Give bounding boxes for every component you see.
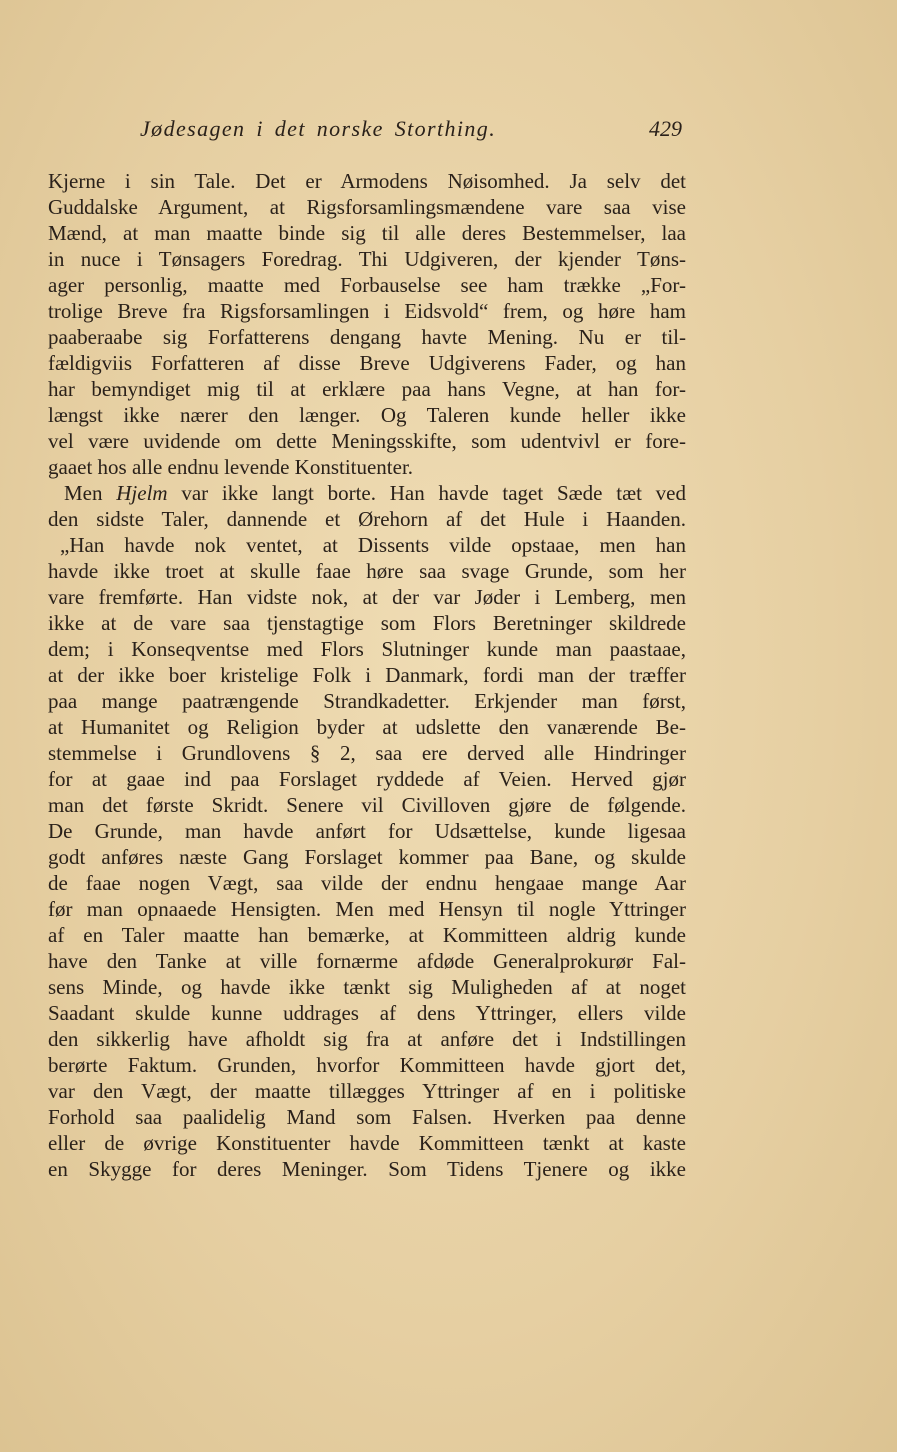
paragraph-1 (48, 168, 686, 480)
text-line: før man opnaaede Hensigten. Men med Hensyn til nogle Yttringer (48, 897, 686, 921)
text-line: De Grunde, man havde anført for Udsættelse, kunde ligesaa (48, 819, 686, 843)
running-title: Jødesagen i det norske Storthing. (140, 116, 497, 141)
text-line: at Humanitet og Religion byder at udslette den vanærende Be- (48, 715, 686, 739)
paragraph-2 (48, 480, 686, 532)
text-line: trolige Breve fra Rigsforsamlingen i Eidsvold“ frem, og høre ham (48, 299, 686, 323)
text-line: man det første Skridt. Senere vil Civilloven gjøre de følgende. (48, 793, 686, 817)
text-line: Mænd, at man maatte binde sig til alle deres Bestemmelser, laa (48, 221, 686, 245)
running-head (140, 116, 690, 148)
text-line: godt anføres næste Gang Forslaget kommer paa Bane, og skulde (48, 845, 686, 869)
text-line: at der ikke boer kristelige Folk i Danmark, fordi man der træffer (48, 663, 686, 687)
page-number: 429 (649, 116, 682, 141)
text-line: stemmelse i Grundlovens § 2, saa ere derved alle Hindringer (48, 741, 686, 765)
body-text (48, 168, 686, 1182)
text-line: eller de øvrige Konstituenter havde Kommitteen tænkt at kaste (48, 1131, 686, 1155)
text-line: fældigviis Forfatteren af disse Breve Udgiverens Fader, og han (48, 351, 686, 375)
text-segment: Men (64, 481, 117, 505)
text-line: paa mange paatrængende Strandkadetter. Erkjender man først, (48, 689, 686, 713)
text-line: Saadant skulde kunne uddrages af dens Yttringer, ellers vilde (48, 1001, 686, 1025)
text-line: berørte Faktum. Grunden, hvorfor Kommitteen havde gjort det, (48, 1053, 686, 1077)
text-line: ager personlig, maatte med Forbauselse see ham trække „For- (48, 273, 686, 297)
text-line: Forhold saa paalidelig Mand som Falsen. Hverken paa denne (48, 1105, 686, 1129)
text-line: længst ikke nærer den længer. Og Taleren kunde heller ikke (48, 403, 686, 427)
text-line: den sidste Taler, dannende et Ørehorn af det Hule i Haanden. (48, 507, 686, 531)
text-line: have den Tanke at ville fornærme afdøde Generalprokurør Fal- (48, 949, 686, 973)
text-line: Kjerne i sin Tale. Det er Armodens Nøisomhed. Ja selv det (48, 169, 686, 193)
text-line: for at gaae ind paa Forslaget ryddede af Veien. Herved gjør (48, 767, 686, 791)
text-line: in nuce i Tønsagers Foredrag. Thi Udgiveren, der kjender Tøns- (48, 247, 686, 271)
text-line: dem; i Konseqventse med Flors Slutninger kunde man paastaae, (48, 637, 686, 661)
text-line: den sikkerlig have afholdt sig fra at anføre det i Indstillingen (48, 1027, 686, 1051)
text-line: gaaet hos alle endnu levende Konstituenter. (48, 455, 414, 479)
text-segment: var ikke langt borte. Han havde taget Sæde tæt ved (167, 481, 686, 505)
text-line: de faae nogen Vægt, saa vilde der endnu hengaae mange Aar (48, 871, 686, 895)
text-line: Guddalske Argument, at Rigsforsamlingsmændene vare saa vise (48, 195, 686, 219)
text-line: ikke at de vare saa tjenstagtige som Flors Beretninger skildrede (48, 611, 686, 635)
paragraph-3 (48, 532, 686, 1182)
italic-name: Hjelm (116, 481, 168, 505)
text-line: havde ikke troet at skulle faae høre saa svage Grunde, som her (48, 559, 686, 583)
text-line: var den Vægt, der maatte tillægges Yttringer af en i politiske (48, 1079, 686, 1103)
text-line: vare fremførte. Han vidste nok, at der var Jøder i Lemberg, men (48, 585, 686, 609)
text-line: vel være uvidende om dette Meningsskifte, som udentvivl er fore- (48, 429, 686, 453)
text-line: en Skygge for deres Meninger. Som Tidens Tjenere og ikke (48, 1157, 686, 1181)
text-line: har bemyndiget mig til at erklære paa hans Vegne, at han for- (48, 377, 686, 401)
text-line: sens Minde, og havde ikke tænkt sig Muligheden af at noget (48, 975, 686, 999)
text-line (48, 480, 686, 506)
text-line: paaberaabe sig Forfatterens dengang havte Mening. Nu er til- (48, 325, 686, 349)
text-line: „Han havde nok ventet, at Dissents vilde opstaae, men han (60, 533, 686, 557)
text-line: af en Taler maatte han bemærke, at Kommitteen aldrig kunde (48, 923, 686, 947)
